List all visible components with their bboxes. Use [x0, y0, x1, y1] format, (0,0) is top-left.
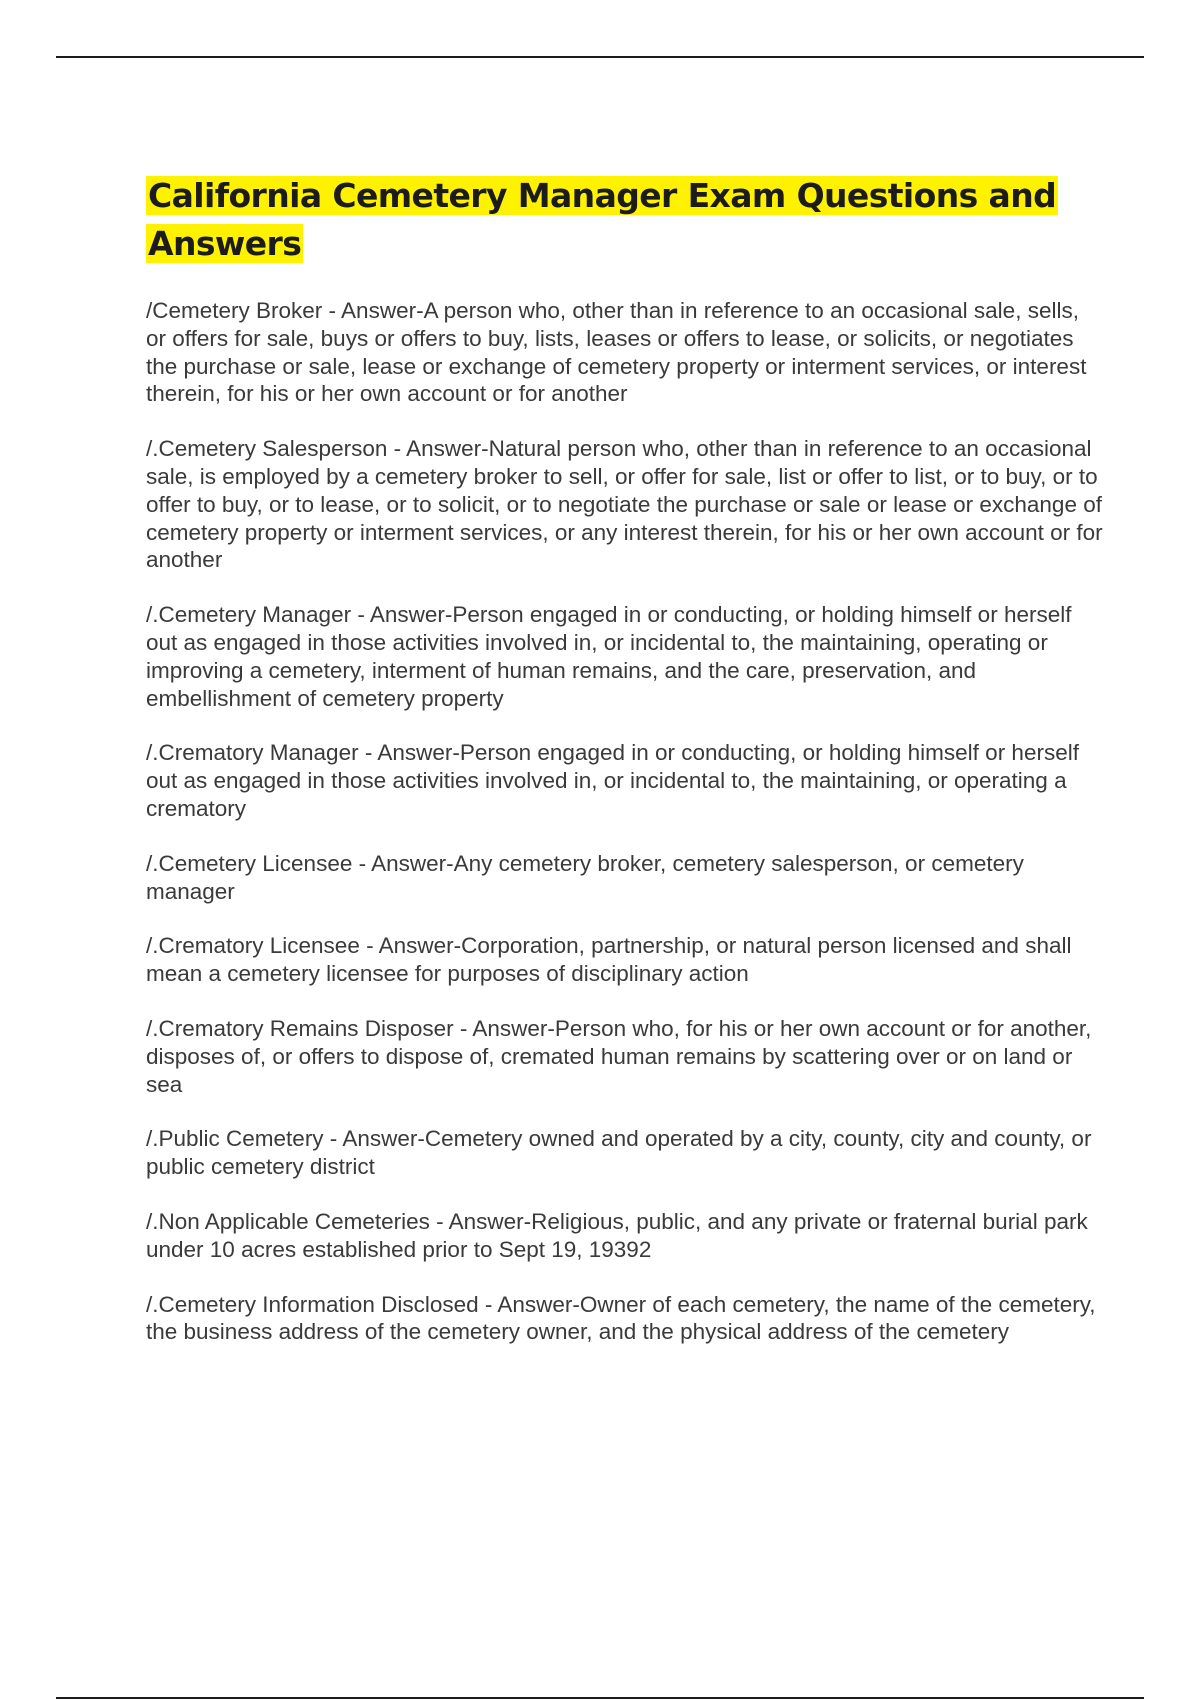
qa-entry-cemetery-salesperson: /.Cemetery Salesperson - Answer-Natural person who, other than in reference to an occasional sale, is employed by a cemetery broker to sell, or offer for sale, list or offer to list, or to buy, or to offer to buy, or to lease, or to solicit, or to negotiate the purchase or sale or lease or exchange of cemetery property or interment services, or any interest therein, for his or her own account or for another [146, 436, 1103, 573]
qa-list [146, 297, 1106, 1346]
bottom-divider [56, 1697, 1144, 1699]
qa-entry-crematory-remains-disposer: /.Crematory Remains Disposer - Answer-Person who, for his or her own account or for another, disposes of, or offers to dispose of, cremated human remains by scattering over or on land or sea [146, 1015, 1092, 1097]
document-body [146, 172, 1106, 1373]
qa-entry-crematory-manager: /.Crematory Manager - Answer-Person engaged in or conducting, or holding himself or herself out as engaged in those activities involved in, or incidental to, the maintaining, or operating a crematory [146, 740, 1079, 821]
document-title [146, 172, 1106, 268]
title-highlight: California Cemetery Manager Exam Questions and Answers [148, 176, 1057, 263]
qa-entry-cemetery-licensee: /.Cemetery Licensee - Answer-Any cemetery broker, cemetery salesperson, or cemetery manager [146, 850, 1024, 904]
qa-entry-cemetery-information-disclosed: /.Cemetery Information Disclosed - Answer-Owner of each cemetery, the name of the cemetery, the business address of the cemetery owner, and the physical address of the cemetery [146, 1291, 1096, 1345]
qa-entry-cemetery-broker: /Cemetery Broker - Answer-A person who, other than in reference to an occasional sale, sells, or offers for sale, buys or offers to buy, lists, leases or offers to lease, or solicits, or negotiates the purchase or sale, lease or exchange of cemetery property or interment services, or interest therein, for his or her own account or for another [146, 298, 1087, 407]
qa-entry-cemetery-manager: /.Cemetery Manager - Answer-Person engaged in or conducting, or holding himself or herself out as engaged in those activities involved in, or incidental to, the maintaining, operating or improving a cemetery, interment of human remains, and the care, preservation, and embellishment of cemetery property [146, 602, 1072, 711]
qa-entry-crematory-licensee: /.Crematory Licensee - Answer-Corporation, partnership, or natural person licensed and shall mean a cemetery licensee for purposes of disciplinary action [146, 933, 1072, 987]
qa-entry-public-cemetery: /.Public Cemetery - Answer-Cemetery owned and operated by a city, county, city and county, or public cemetery district [146, 1126, 1092, 1180]
top-divider [56, 56, 1144, 58]
qa-entry-non-applicable-cemeteries: /.Non Applicable Cemeteries - Answer-Religious, public, and any private or fraternal burial park under 10 acres established prior to Sept 19, 19392 [146, 1208, 1088, 1262]
